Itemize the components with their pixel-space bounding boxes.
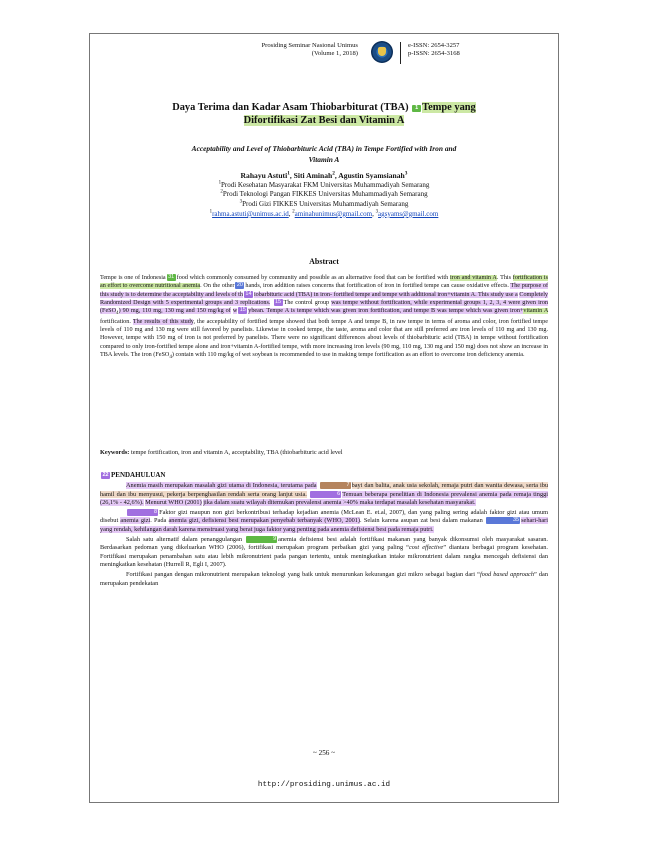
unimus-logo-icon (371, 41, 393, 63)
annotation-tag[interactable]: 35 (486, 517, 520, 524)
annotation-tag[interactable]: 1 (412, 105, 421, 112)
intro-paragraph-4: Fortifikasi pangan dengan mikronutrient merupakan teknologi yang baik untuk menurunkan kekurangan gizi mikro sebagai bagian dari “food based approach” dan merupakan pendekatan (100, 570, 548, 587)
affiliation-3: $^3$Prodi Gizi FIKKES Universitas Muhammadiyah Semarang (239, 199, 409, 209)
annotation-tag[interactable]: 22 (102, 472, 109, 478)
header-divider (400, 42, 401, 64)
introduction-body (100, 482, 548, 589)
annotation-tag[interactable]: 6 (310, 491, 341, 498)
intro-paragraph-3: Salah satu alternatif dalam penanggulangan 9 anemia defisiensi besi adalah fortifikasi makanan yang banyak dikonsumsi oleh masyarakat sasaran. Berdasarkan pedoman yang dikeluarkan WHO (2006), fortifikasi merupakan program perbaikan gizi yang paling “cost effective” diantara berbagai program kesehatan. Fortifikasi merupakan penambahan satu atau lebih mikronutrient pada pangan tertentu, untuk meningkatkan intake mikronutrient dalam rangka mencegah defisiensi dan meningkatkan kesehatan (Hurrell R, Egli I, 2007). (100, 535, 548, 569)
affiliation-1: $^1$Prodi Kesehatan Masyarakat FKM Universitas Muhammadiyah Semarang (218, 180, 430, 189)
issn-info: e-ISSN: 2654-3257 p-ISSN: 2654-3168 (408, 42, 460, 58)
annotation-tag[interactable]: 20 (236, 282, 243, 289)
annotation-tag[interactable]: 9 (246, 536, 277, 543)
email-link-1[interactable]: rahma.astuti@unimus.ac.id (212, 209, 289, 218)
proceedings-header (90, 42, 558, 72)
abstract-body: Tempe is one of Indonesia 31 food which commonly consumed by community and possible as an alternative food that can be fortified with iron and vitamin A. This fortification is an effort to overcome nutritional anemia. On the other 20 hands, iron addition raises concerns that fortification of iron in fortified tempe can cause oxidative effects. The purpose of this study is to determine the acceptability and levels of th 14 iobarbituric acid (TBA) in iron- fortified tempe and tempe with additional iron+vitamin A. This study use a Completely Randomized Design with 5 experimental groups and 3 replications. 15 The control group was tempe without fortification, while experimental groups 1, 2, 3, 4 were given iron (FeSO$_4$) 90 mg, 110 mg, 130 mg and 150 mg/kg of w 15 ybean. Tempe A is tempe which was given iron fortification, and tempe B was tempe which was given iron+vitamin A fortification. The results of this study, the acceptability of fortified tempe showed that both tempe A and tempe B, in raw tempe in terms of aroma and color, iron fortified tempe levels of 110 mg and 130 mg were still favored by panelists. Likewise in cooked tempe, the taste, aroma and color that are still preferred are iron levels of 110 mg and 130 mg. However, tempe with 150 mg of iron is not preferred by panelists. There were no significant differences about levels of thiobarbituric acid (TBA) in tempe without fortification compared to only iron-fortified tempe alone and iron+vitamin A-fortified tempe, with more increasing iron levels (90 mg, 110 mg, 130 mg and 150 mg) does not show an increase in TBA levels. The iron (FeSO$_4$) contain with 110 mg/kg of wet soybean is recommended to use in making tempe fortification as an effort to overcome iron deficiency anemia. (100, 274, 548, 361)
keywords: Keywords: tempe fortification, iron and vitamin A, acceptability, TBA (thiobarbituric acid level (100, 449, 343, 456)
paper-title: Daya Terima dan Kadar Asam Thiobarbiturat (TBA) 1 Tempe yang Difortifikasi Zat Besi dan Vitamin A (172, 102, 476, 126)
author-names: Rahayu Astuti$^1$, Siti Aminah$^2$, Agustin Syamsianah$^3$ (240, 170, 408, 180)
author-emails: $^1$rahma.astuti@unimus.ac.id, $^2$aminahunimus@gmail.com, $^3$agsyams@gmail.com (209, 209, 439, 218)
intro-paragraph-2: 8 Faktor gizi maupun non gizi berkontribusi terhadap kejadian anemia (McLean E. et.al, 2007), dan yang paling sering adalah faktor gizi atau umum disebut anemia gizi. Pada anemia gizi, defisiensi besi merupakan penyebab terbanyak (WHO, 2001). Selain karena asupan zat besi dalam makanan 35 sehari-hari yang rendah, kehilangan darah karena menstruasi yang berat juga faktor yang penting pada anemia defisiensi besi pada remaja putri. (100, 508, 548, 533)
english-title: Acceptability and Level of Thiobarbituric Acid (TBA) in Tempe Fortified with Iron and Vitamin A (191, 144, 457, 164)
affiliation-2: $^2$Prodi Teknologi Pangan FIKKES Universitas Muhammadiyah Semarang (220, 190, 428, 199)
intro-paragraph-1: Anemia masih merupakan masalah gizi utama di Indonesia, terutama pada 7 bayi dan balita, anak usia sekolah, remaja putri dan wanita dewasa, serta ibu hamil dan ibu menyusui, pekerja berpenghasilan rendah serta orang lanjut usia. 6 Temuan beberapa penelitian di Indonesia prevalensi anemia pada remaja tinggi (26,1% - 42,6%). Menurut WHO (2001) jika dalam suatu wilayah ditemukan prevalensi anemia >40% maka terdapat masalah kesehatan masyarakat. (100, 482, 549, 507)
page-number: ~ 256 ~ (312, 749, 336, 757)
annotation-tag[interactable]: 14 (245, 290, 252, 297)
paper-page (89, 33, 559, 803)
proceedings-name: Prosiding Seminar Nasional Unimus (Volume 1, 2018) (261, 42, 358, 58)
abstract-heading: Abstract (309, 257, 339, 266)
annotation-tag[interactable]: 15 (239, 307, 246, 314)
author-block (90, 171, 558, 220)
annotation-tag[interactable]: 7 (320, 482, 351, 489)
footer-url[interactable]: http://prosiding.unimus.ac.id (257, 781, 391, 789)
annotation-tag[interactable]: 8 (127, 509, 158, 516)
annotation-tag[interactable]: 31 (168, 274, 175, 280)
email-link-3[interactable]: agsyams@gmail.com (378, 209, 439, 218)
annotation-tag[interactable]: 15 (275, 298, 282, 305)
email-link-2[interactable]: aminahunimus@gmail.com (294, 209, 373, 218)
section-heading-intro: 22 PENDAHULUAN (102, 471, 166, 479)
